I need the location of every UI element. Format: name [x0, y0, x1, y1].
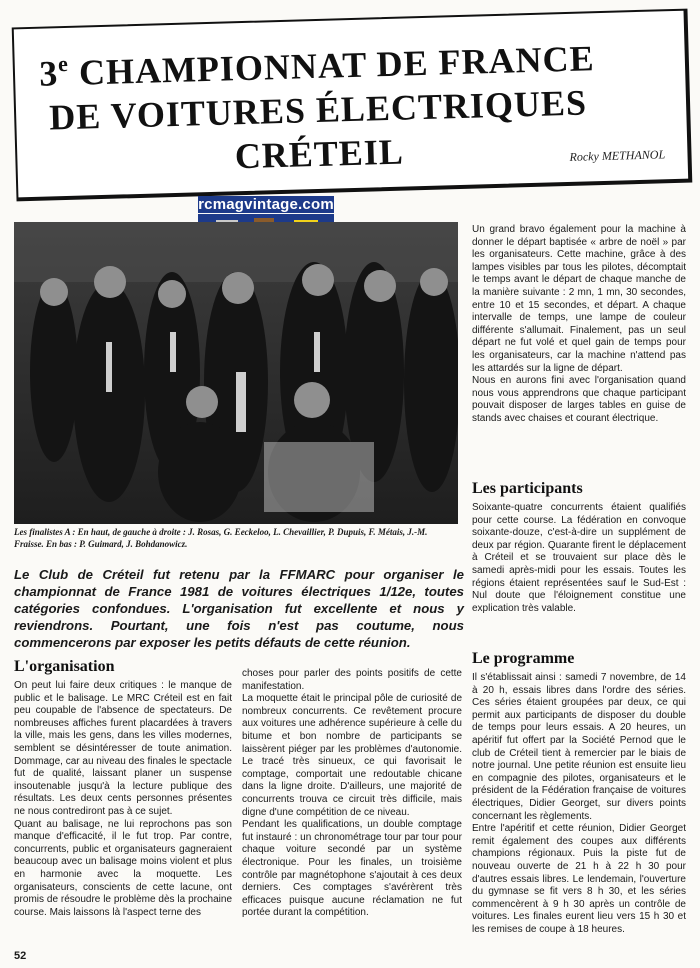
- author-byline: Rocky METHANOL: [569, 147, 666, 164]
- heading-organisation: L'organisation: [14, 658, 115, 675]
- column-3-programme: [472, 672, 686, 936]
- headline-line-1-text: CHAMPIONNAT DE FRANCE: [68, 38, 596, 93]
- paragraph: choses pour parler des points positifs de cette manifestation.: [242, 668, 462, 692]
- paragraph: Pendant les qualifications, un double comptage fut instauré : un chronométrage tour par tour pour chaque voiture secondé par un système électronique. Pour les finales, un troisième contrôle par magnétophone s'ajoutait à ces deux derniers. Ces comptages s'avérèrent très efficaces puisque aucune réclamation ne fut portée durant la compétition.: [242, 819, 462, 919]
- headline-line-2: DE VOITURES ÉLECTRIQUES: [48, 82, 588, 138]
- paragraph: Il s'établissait ainsi : samedi 7 novembre, de 14 à 20 h, essais libres dans l'ordre des séries. Ces séries étaient groupées par deux, ce qui permit aux participants de disposer du double de temps pour leurs essais. A 20 heures, un apéritif fut offert par la Société Pernod que le club de Créteil tient à remercier par le biais de notre journal. Une petite réunion est ensuite lieu en compagnie des pilotes, organisateurs et le président de la Fédération française de voitures électriques, Didier Georget, sur divers points concernant les règlements.: [472, 672, 686, 822]
- paragraph: Nous en aurons fini avec l'organisation quand nous vous apprendrons que chaque participant pouvait disposer de larges tables en guise de stands avec chaises et courant électrique.: [472, 375, 686, 424]
- page-number: 52: [14, 950, 27, 962]
- group-photo-image: [14, 222, 458, 524]
- column-3-participants: [472, 502, 686, 615]
- ordinal-number: 3: [38, 53, 59, 94]
- headline: [36, 27, 600, 184]
- paragraph: On peut lui faire deux critiques : le manque de public et le balisage. Le MRC Créteil est en fait peu coupable de l'absence de spectateurs. De nombreuses affiches furent placardées à travers la ville, mais les gens, dans les villes modernes, semblent se désintéresser de toute animation. Dommage, car au niveau des finales le spectacle fut de qualité, laissant planer un suspense insoutenable jusqu'à la lecture publique des résultats. Les deux cents personnes présentes ne nous contrediront pas à ce sujet.: [14, 680, 232, 817]
- finalists-photo: [14, 222, 458, 524]
- ordinal-superscript: e: [57, 50, 70, 77]
- paragraph: La moquette était le principal pôle de curiosité de nombreux concurrents. Ce revêtement procure aux voitures une adhérence supérieure à celle du bitume et bon nombre de participants se laissèrent piéger par les problèmes d'autonomie. Le tracé très sinueux, ce qui favorisait le comptage, comportait une redoutable chicane dans la ligne droite. D'ailleurs, une majorité de concurrents trouva ce circuit très difficile, mais digne d'une compétition de ce niveau.: [242, 693, 462, 818]
- lead-paragraph: Le Club de Créteil fut retenu par la FFMARC pour organiser le championnat de France 1981 de voitures électriques 1/12e, toutes catégories confondues. L'organisation fut excellente et nous y reviendrons. Pourtant, une fois n'est pas coutume, nous commencerons par exposer les petits défauts de cette réunion.: [14, 567, 464, 650]
- logo-text: rcmagvintage.com: [198, 196, 334, 213]
- paragraph: Un grand bravo également pour la machine à donner le départ baptisée « arbre de noël » par les organisateurs. Cette machine, grâce à des lampes visibles par tous les pilotes, décomptait le temps avant le départ de chaque manche de la manière suivante : 2 mn, 1 mn, 30 secondes, entre 10 et 15 secondes, et départ. A chaque intervalle de temps, une lampe de couleur différente s'allumait. Finalement, pas un seul départ ne fut volé et quel gain de temps pour les organisateurs, car la machine n'attend pas les attardés sur la ligne de départ.: [472, 224, 686, 374]
- paragraph: Entre l'apéritif et cette réunion, Didier Georget remit également des coupes aux différents champions régionaux. Puis la piste fut de nouveau ouverte de 21 h à 22 h 30 pour d'autres essais libres. Le lendemain, l'ouverture du gymnase se fit vers 8 h 30, et les séries commencèrent à 9 h 30 après un contrôle de voitures. Les finales eurent lieu vers 15 h 30 et les remises de coupe à 18 heures.: [472, 823, 686, 935]
- column-1: [14, 680, 232, 919]
- headline-line-3: CRÉTEIL: [234, 131, 405, 177]
- paragraph: Soixante-quatre concurrents étaient qualifiés pour cette course. La fédération en convoque soixante-douze, c'est-à-dire un supplément de deux par région. Quarante firent le déplacement à Créteil et se trouvaient sur place dès le samedi après-midi pour les essais. Toutes les régions étaient représentées sauf le Sud-Est : Nul doute que l'éloignement constitue une explication très valable.: [472, 502, 686, 614]
- heading-programme: Le programme: [472, 650, 575, 667]
- photo-caption: Les finalistes A : En haut, de gauche à droite : J. Rosas, G. Eeckeloo, L. Chevaillier, P. Dupuis, F. Métais, J.-M. Fraisse. En bas : P. Guimard, J. Bohdanowicz.: [14, 527, 428, 549]
- title-box: [12, 9, 693, 202]
- column-2: [242, 668, 462, 920]
- column-3-top: [472, 224, 686, 426]
- heading-participants: Les participants: [472, 480, 583, 497]
- paragraph: Quant au balisage, ne lui reprochons pas son manque d'efficacité, il le fut trop. Par contre, concurrents, public et organisateurs gagneraient beaucoup avec un balisage moins violent et plus en harmonie avec la moquette. Les organisateurs, conscients de cette lacune, ont promis de résoudre le problème dès la prochaine course. Mais laissons là l'aspect terne des: [14, 818, 232, 918]
